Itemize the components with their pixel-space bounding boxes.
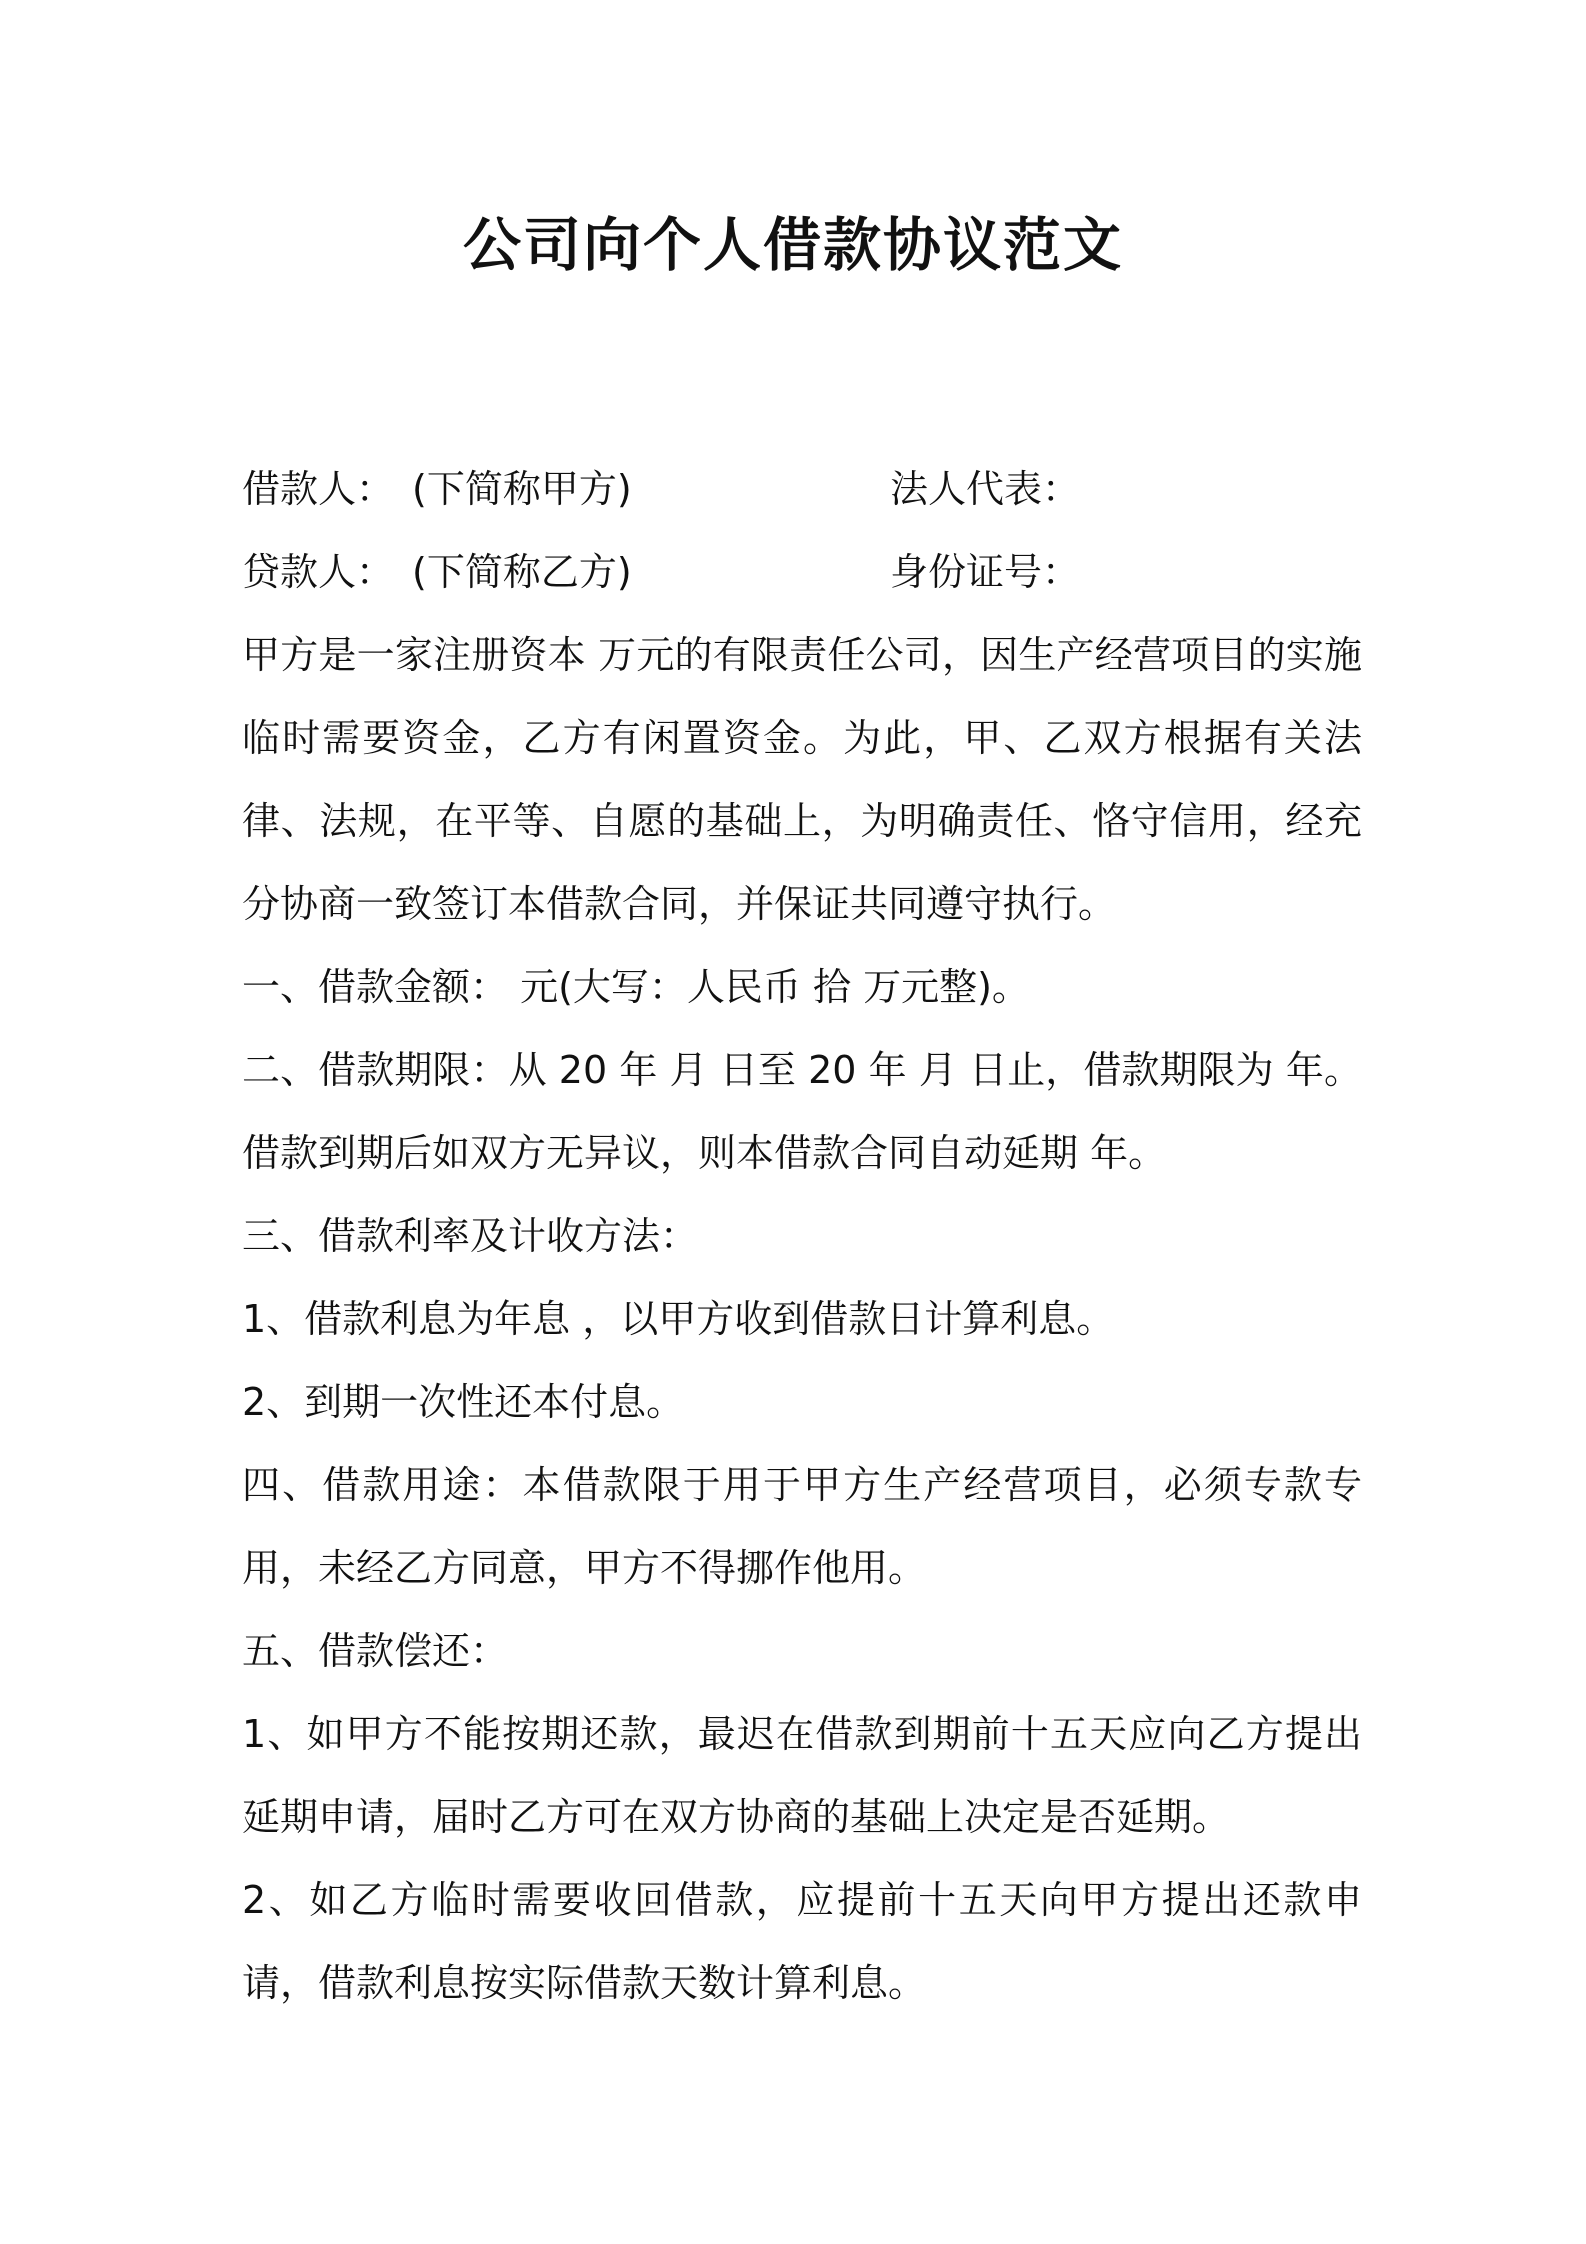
clause-purpose: 四、借款用途：本借款限于用于甲方生产经营项目，必须专款专用，未经乙方同意，甲方不得挪作他用。	[242, 1463, 1362, 1590]
clause-interest-heading: 三、借款利率及计收方法：	[242, 1214, 699, 1258]
legal-rep-label: 法人代表：	[890, 467, 1081, 511]
clause-term: 二、借款期限：从 20 年 月 日至 20 年 月 日止，借款期限为 年。借款到期后如双方无异议，则本借款合同自动延期 年。	[242, 1048, 1362, 1175]
lender-label: 贷款人：	[242, 550, 395, 594]
clause-repayment-heading: 五、借款偿还：	[242, 1629, 509, 1673]
borrower-field	[242, 448, 632, 531]
clause-repayment-item-2: 2、如乙方临时需要收回借款，应提前十五天向甲方提出还款申请，借款利息按实际借款天数计算利息。	[242, 1878, 1362, 2005]
borrower-line	[242, 448, 1362, 531]
lender-line	[242, 531, 1362, 614]
document-title: 公司向个人借款协议范文	[462, 211, 1123, 279]
id-number-label: 身份证号：	[890, 550, 1081, 594]
clause-repayment-item-1: 1、如甲方不能按期还款，最迟在借款到期前十五天应向乙方提出延期申请，届时乙方可在双方协商的基础上决定是否延期。	[242, 1712, 1362, 1839]
borrower-note: (下简称甲方)	[412, 467, 632, 511]
clause-interest-item-1: 1、借款利息为年息 ，以甲方收到借款日计算利息。	[242, 1297, 1115, 1341]
borrower-label: 借款人：	[242, 467, 395, 511]
lender-note: (下简称乙方)	[412, 550, 632, 594]
intro-paragraph: 甲方是一家注册资本 万元的有限责任公司，因生产经营项目的实施临时需要资金，乙方有闲置资金。为此，甲、乙双方根据有关法律、法规，在平等、自愿的基础上，为明确责任、恪守信用，经充分协商一致签订本借款合同，并保证共同遵守执行。	[242, 633, 1362, 926]
lender-field	[242, 531, 632, 614]
document-body	[242, 448, 1362, 2025]
clause-interest-item-2: 2、到期一次性还本付息。	[242, 1380, 685, 1424]
clause-amount: 一、借款金额： 元(大写：人民币 拾 万元整)。	[242, 965, 1030, 1009]
